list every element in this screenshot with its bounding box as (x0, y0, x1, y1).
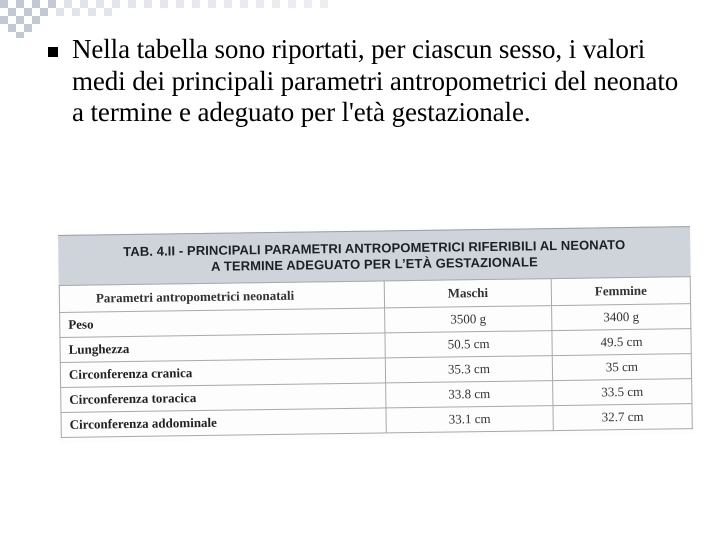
female-value: 49.5 cm (552, 329, 691, 356)
male-value: 3500 g (385, 306, 552, 333)
column-header-males: Maschi (384, 279, 551, 308)
row-label: Circonferenza toracica (61, 383, 386, 413)
female-value: 33.5 cm (553, 379, 692, 406)
table-caption-line-2: A TERMINE ADEGUATO PER L’ETÀ GESTAZIONALE (211, 254, 538, 274)
row-label: Circonferenza addominale (61, 408, 386, 438)
table-caption (68, 236, 680, 277)
female-value: 35 cm (552, 354, 691, 381)
column-header-females: Femmine (551, 277, 690, 306)
row-label: Circonferenza cranica (60, 358, 385, 388)
bullet-text: Nella tabella sono riportati, per ciascun sesso, i valori medi dei principali parametri antropometrici del neonato a termine e adeguato per l'età gestazionale. (72, 34, 679, 127)
table-caption-line-1: TAB. 4.II - PRINCIPALI PARAMETRI ANTROPOMETRICI RIFERIBILI AL NEONATO (123, 237, 626, 260)
row-label: Lunghezza (60, 333, 385, 363)
square-bullet-icon (48, 47, 58, 57)
scanned-table-image (56, 224, 695, 443)
row-label: Peso (60, 308, 385, 338)
male-value: 50.5 cm (385, 331, 552, 358)
anthropometric-table (59, 276, 693, 438)
female-value: 32.7 cm (553, 404, 692, 431)
male-value: 33.8 cm (386, 381, 553, 408)
female-value: 3400 g (552, 304, 691, 331)
column-header-parameter: Parametri antropometrici neonatali (59, 281, 384, 313)
male-value: 33.1 cm (386, 406, 553, 433)
male-value: 35.3 cm (385, 356, 552, 383)
